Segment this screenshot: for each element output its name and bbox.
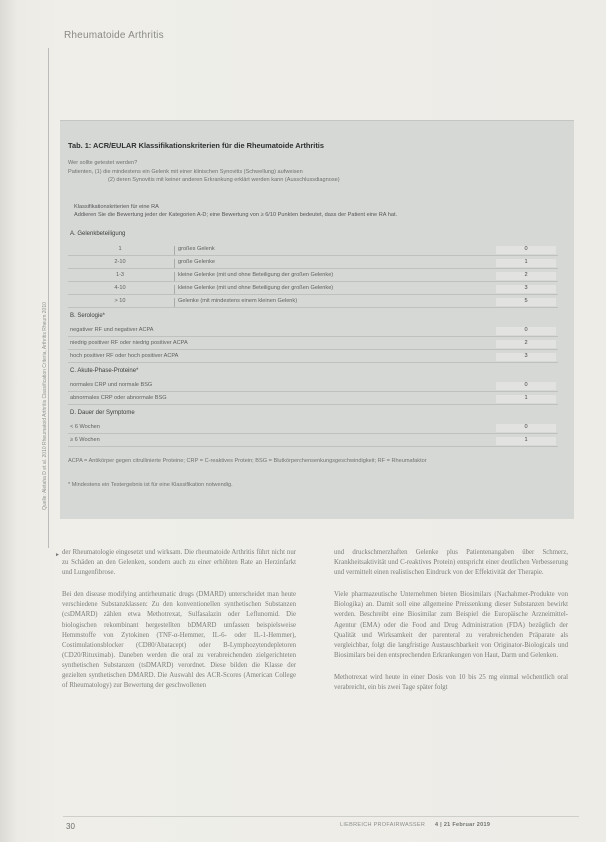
body-paragraph: Viele pharmazeutische Unternehmen bieten Biosimilars (Nachahmer-Produkte von Biologika) an. Damit soll eine allgemeine Preissenkung dieser Substanzen bewirkt werden. Beschreibt eine Biosimilar zum Beispiel die Europäische Arzneimittel-Agentur (EMA) oder die Food and Drug Administration (FDA) bezüglich der Qualität und Wirksamkeit der parenteral zu verabreichenden Präparate als vergleichbar, folgt die langfristige Austauschbarkeit von Originator-Biologicals und Biosimilars bei den entsprechenden Erkrankungen von Haut, Darm und Gelenken. bbox=[334, 591, 568, 659]
side-credit-text: Quelle: Aletaha D et al. 2010 Rheumatoid Arthritis Classification Criteria, Arthritis Rheum 2010 bbox=[42, 302, 48, 510]
joint-count: 4-10 bbox=[114, 285, 126, 291]
intro-line: Wer sollte getestet werden? bbox=[68, 160, 138, 166]
table-row bbox=[68, 394, 558, 405]
joint-count: 1-3 bbox=[115, 272, 125, 278]
joint-count: > 10 bbox=[114, 298, 126, 304]
table-row bbox=[68, 326, 558, 337]
criteria-title: Klassifikationskriterien für eine RA bbox=[74, 204, 159, 210]
footer-publication bbox=[340, 822, 490, 828]
issue-info: 4 | 21 Februar 2019 bbox=[434, 822, 491, 828]
row-description: niedrig positiver RF oder niedrig positiver ACPA bbox=[70, 340, 188, 346]
classification-table bbox=[60, 120, 574, 519]
table-row bbox=[68, 284, 558, 295]
row-description: große Gelenke bbox=[174, 259, 215, 268]
row-score: 0 bbox=[496, 424, 556, 432]
row-score: 0 bbox=[496, 327, 556, 335]
section-d-label: D. Dauer der Symptome bbox=[70, 410, 135, 416]
row-description: < 6 Wochen bbox=[70, 424, 100, 430]
table-intro bbox=[68, 159, 340, 185]
row-score: 5 bbox=[496, 298, 556, 306]
row-score: 2 bbox=[496, 272, 556, 280]
body-paragraph: Bei den disease modifying antirheumatic drugs (DMARD) unterscheidet man heute verschiedene Substanzklassen: Zu den konventionellen synthetischen Substanzen (csDMARD) zählen etwa Methotrexat, Sulfasalazin oder Leflunomid. Die biologischen rekombinant hergestellten bDMARD umfassen beispielsweise Hemmstoffe von Zytokinen (TNF-α-Hemmer, IL-6- oder IL-1-Hemmer), Costimulationsblocker (CD80/Abatacept) oder B-Lymphozytendepletoren (CD20/Rituximab). Daneben werden die oral zu verabreichenden zielgerichteten synthetischen Substanzen (tsDMARD) verordnet. Diese bilden die Klasse der gezielten synthetischen DMARD. Die Auswahl des ACR-Scores (American College of Rheumatology) zur Bewertung der geschwollenen bbox=[62, 591, 296, 690]
row-description: hoch positiver RF oder hoch positiver ACPA bbox=[70, 353, 179, 359]
table-row bbox=[68, 423, 558, 434]
row-description: ≥ 6 Wochen bbox=[70, 437, 100, 443]
table-row bbox=[68, 339, 558, 350]
page-number: 30 bbox=[66, 822, 75, 831]
criteria-instruction: Addieren Sie die Bewertung jeder der Kategorien A-D; eine Bewertung von ≥ 6/10 Punkten bedeutet, dass der Patient eine RA hat. bbox=[74, 212, 398, 219]
table-row bbox=[68, 352, 558, 363]
intro-line: (2) deren Synovitis mit keiner anderen Erkrankung erklärt werden kann (Ausschlussdiagnose) bbox=[108, 177, 340, 183]
row-score: 1 bbox=[496, 259, 556, 267]
body-column-right bbox=[334, 548, 568, 705]
table-abbreviations: ACPA = Antikörper gegen citrullinierte Proteine; CRP = C-reaktives Protein; BSG = Blutkörperchensenkungsgeschwindigkeit; RF = Rheumafaktor bbox=[68, 458, 427, 464]
table-title: Tab. 1: ACR/EULAR Klassifikationskriterien für die Rheumatoide Arthritis bbox=[68, 141, 324, 150]
row-description: negativer RF und negativer ACPA bbox=[70, 327, 154, 333]
criteria-heading bbox=[74, 203, 397, 219]
running-head: Rheumatoide Arthritis bbox=[64, 30, 164, 41]
row-description: abnormales CRP oder abnormale BSG bbox=[70, 395, 167, 401]
intro-line: Patienten, (1) die mindestens ein Gelenk mit einer klinischen Synovitis (Schwellung) aufweisen bbox=[68, 168, 303, 175]
paragraph-bullet: ► bbox=[55, 552, 60, 558]
table-row bbox=[68, 297, 558, 308]
footer-rule bbox=[63, 816, 579, 817]
row-score: 0 bbox=[496, 382, 556, 390]
row-score: 3 bbox=[496, 285, 556, 293]
row-score: 2 bbox=[496, 340, 556, 348]
section-c-label: C. Akute-Phase-Proteine* bbox=[70, 368, 139, 374]
table-row bbox=[68, 271, 558, 282]
row-description: Gelenke (mit mindestens einem kleinen Gelenk) bbox=[174, 298, 297, 307]
row-description: kleine Gelenke (mit und ohne Beteiligung der großen Gelenke) bbox=[174, 272, 333, 281]
table-row bbox=[68, 245, 558, 256]
magazine-name: LIEBREICH PROFAIRWASSER bbox=[340, 822, 426, 828]
table-row bbox=[68, 436, 558, 447]
joint-count: 2-10 bbox=[114, 259, 126, 265]
row-score: 0 bbox=[496, 246, 556, 254]
section-a-label: A. Gelenkbeteiligung bbox=[70, 231, 126, 237]
row-description: normales CRP und normale BSG bbox=[70, 382, 153, 388]
body-column-left bbox=[62, 548, 296, 703]
joint-count: 1 bbox=[118, 246, 122, 252]
table-row bbox=[68, 258, 558, 269]
table-row bbox=[68, 381, 558, 392]
section-b-label: B. Serologie* bbox=[70, 313, 106, 319]
row-score: 1 bbox=[496, 437, 556, 445]
body-paragraph: Methotrexat wird heute in einer Dosis von 10 bis 25 mg einmal wöchentlich oral verabreicht, ein bis zwei Tage später folgt bbox=[334, 673, 568, 692]
row-description: großes Gelenk bbox=[174, 246, 215, 255]
body-paragraph: der Rheumatologie eingesetzt und wirksam. Die rheumatoide Arthritis führt nicht nur zu Schäden an den Gelenken, sondern auch zu einer erhöhten Rate an Herzinfarkt und Lungenfibrose. bbox=[62, 549, 296, 577]
body-paragraph: und druckschmerzhaften Gelenke plus Patientenangaben über Schmerz, Krankheitsaktivität und C-reaktives Protein) entspricht einer deutlichen Verbesserung und vermittelt einen realistischen Eindruck von der Effektivität der Therapie. bbox=[334, 549, 568, 577]
side-credit bbox=[40, 250, 52, 510]
row-score: 3 bbox=[496, 353, 556, 361]
row-description: kleine Gelenke (mit und ohne Beteiligung der großen Gelenke) bbox=[174, 285, 333, 294]
row-score: 1 bbox=[496, 395, 556, 403]
table-footnote: * Mindestens ein Testergebnis ist für eine Klassifikation notwendig. bbox=[68, 482, 233, 488]
